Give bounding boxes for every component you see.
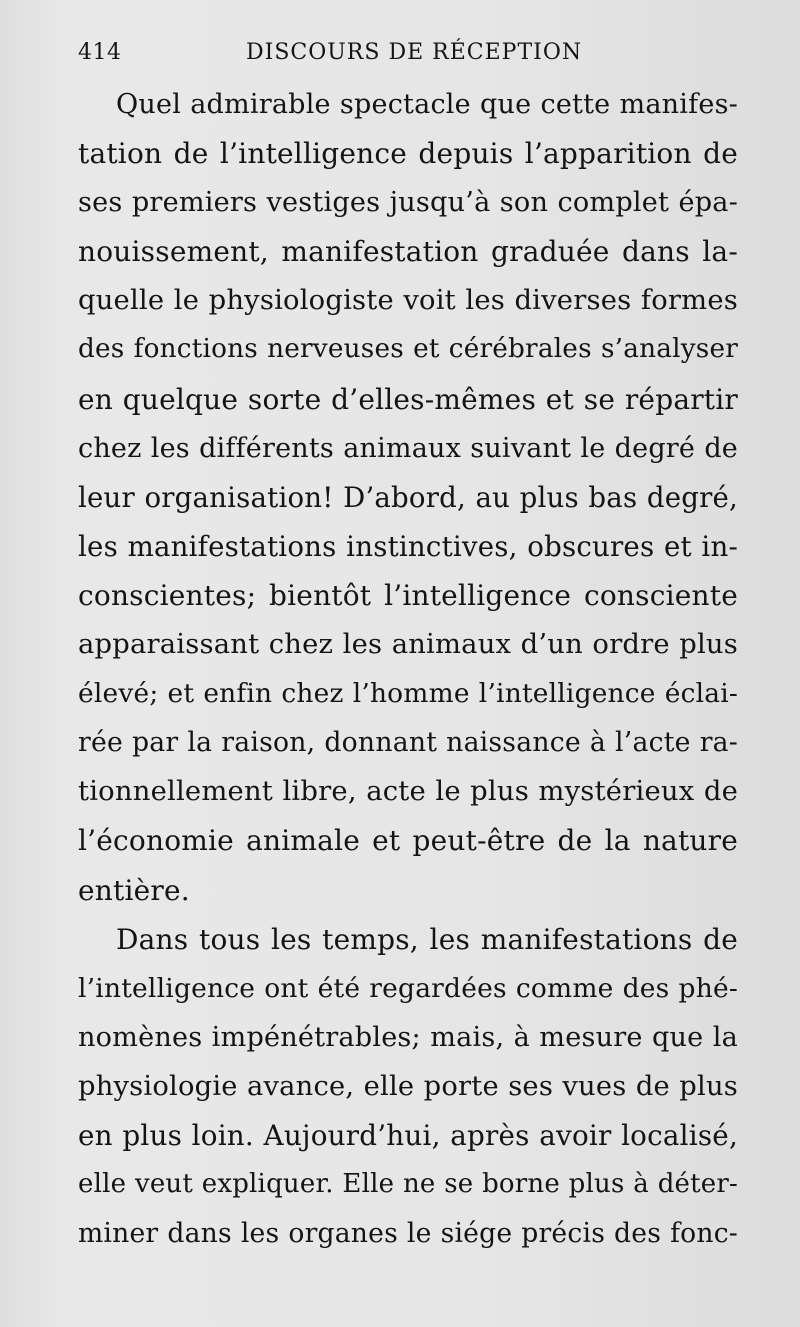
- text-line: ses premiers vestiges jusqu’à son complet épa-: [78, 187, 738, 219]
- text-line: les manifestations instinctives, obscures et in-: [78, 529, 738, 563]
- text-line: nomènes impénétrables; mais, à mesure que la: [78, 1021, 738, 1053]
- text-line: l’économie animale et peut-être de la nature: [78, 824, 738, 858]
- text-line: Dans tous les temps, les manifestations de: [116, 922, 738, 956]
- text-line: physiologie avance, elle porte ses vues de plus: [78, 1070, 738, 1102]
- text-line: entière.: [78, 873, 190, 907]
- text-line: conscientes; bientôt l’intelligence consciente: [78, 578, 738, 612]
- text-line: rée par la raison, donnant naissance à l’acte ra-: [78, 727, 738, 759]
- paragraph-1: [78, 80, 738, 915]
- body-text: [78, 80, 738, 1258]
- text-line: chez les différents animaux suivant le degré de: [78, 432, 738, 464]
- text-line: des fonctions nerveuses et cérébrales s’analyser: [78, 334, 738, 365]
- paragraph-2: [78, 915, 738, 1259]
- text-line: tionnellement libre, acte le plus mystérieux de: [78, 776, 738, 808]
- text-line: tation de l’intelligence depuis l’apparition de: [78, 137, 738, 171]
- text-line: l’intelligence ont été regardées comme des phé-: [78, 972, 738, 1004]
- text-line: elle veut expliquer. Elle ne se borne plus à déter-: [78, 1169, 738, 1200]
- text-line: en quelque sorte d’elles-mêmes et se répartir: [78, 382, 738, 416]
- running-head: DISCOURS DE RÉCEPTION: [246, 40, 583, 65]
- page-header: [78, 40, 738, 76]
- text-line: leur organisation! D’abord, au plus bas degré,: [78, 480, 738, 514]
- text-line: apparaissant chez les animaux d’un ordre plus: [78, 629, 738, 661]
- text-line: miner dans les organes le siége précis des fonc-: [78, 1218, 738, 1250]
- text-line: élevé; et enfin chez l’homme l’intelligence éclai-: [78, 678, 738, 710]
- text-line: en plus loin. Aujourd’hui, après avoir localisé,: [78, 1118, 738, 1152]
- text-line: nouissement, manifestation graduée dans la-: [78, 235, 738, 269]
- text-line: Quel admirable spectacle que cette manifes-: [116, 89, 738, 120]
- text-line: quelle le physiologiste voit les diverses formes: [78, 285, 738, 317]
- page-number: 414: [78, 40, 122, 65]
